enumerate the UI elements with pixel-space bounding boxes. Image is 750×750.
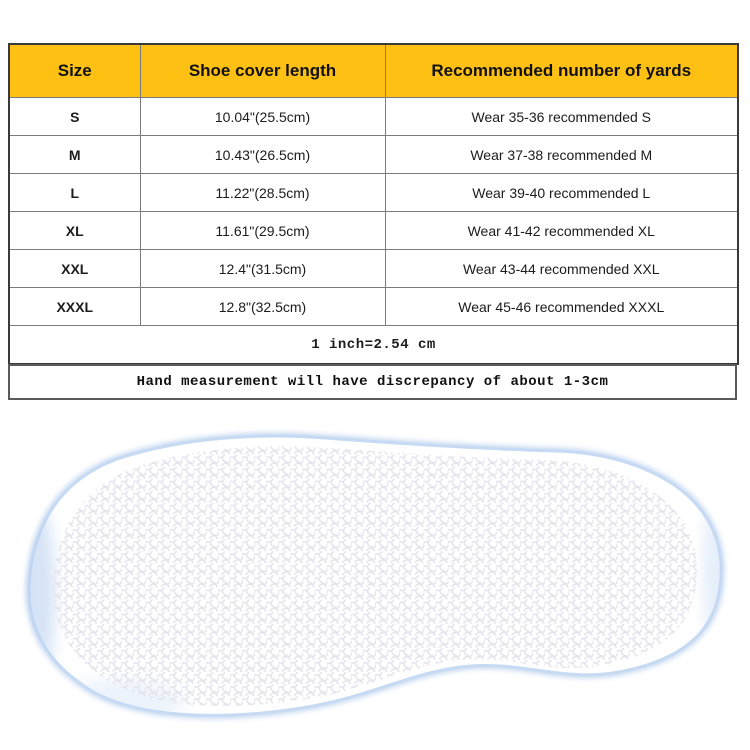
length-cell: 12.8"(32.5cm) [140, 288, 385, 326]
size-chart-table [8, 43, 739, 365]
recommendation-cell: Wear 41-42 recommended XL [385, 212, 738, 250]
table-row [9, 288, 738, 326]
inch-note-row [9, 326, 738, 365]
size-cell: M [9, 136, 140, 174]
shoe-sole-svg [15, 420, 735, 740]
recommendation-cell: Wear 39-40 recommended L [385, 174, 738, 212]
table-row [9, 250, 738, 288]
recommendation-cell: Wear 37-38 recommended M [385, 136, 738, 174]
size-cell: S [9, 98, 140, 136]
shoe-sole-image [15, 420, 735, 740]
header-recommended-yards: Recommended number of yards [385, 44, 738, 98]
inch-conversion-note: 1 inch=2.54 cm [9, 326, 738, 365]
size-cell: XL [9, 212, 140, 250]
table-row [9, 136, 738, 174]
size-cell: XXXL [9, 288, 140, 326]
header-shoe-cover-length: Shoe cover length [140, 44, 385, 98]
length-cell: 11.61"(29.5cm) [140, 212, 385, 250]
header-size: Size [9, 44, 140, 98]
length-cell: 12.4"(31.5cm) [140, 250, 385, 288]
length-cell: 10.04"(25.5cm) [140, 98, 385, 136]
length-cell: 11.22"(28.5cm) [140, 174, 385, 212]
recommendation-cell: Wear 43-44 recommended XXL [385, 250, 738, 288]
recommendation-cell: Wear 35-36 recommended S [385, 98, 738, 136]
table-row [9, 98, 738, 136]
length-cell: 10.43"(26.5cm) [140, 136, 385, 174]
table-header-row [9, 44, 738, 98]
right-edge-blue-tint [703, 487, 735, 657]
size-cell: L [9, 174, 140, 212]
recommendation-cell: Wear 45-46 recommended XXXL [385, 288, 738, 326]
table-row [9, 212, 738, 250]
table-row [9, 174, 738, 212]
measurement-discrepancy-note: Hand measurement will have discrepancy of about 1-3cm [8, 364, 737, 400]
size-cell: XXL [9, 250, 140, 288]
